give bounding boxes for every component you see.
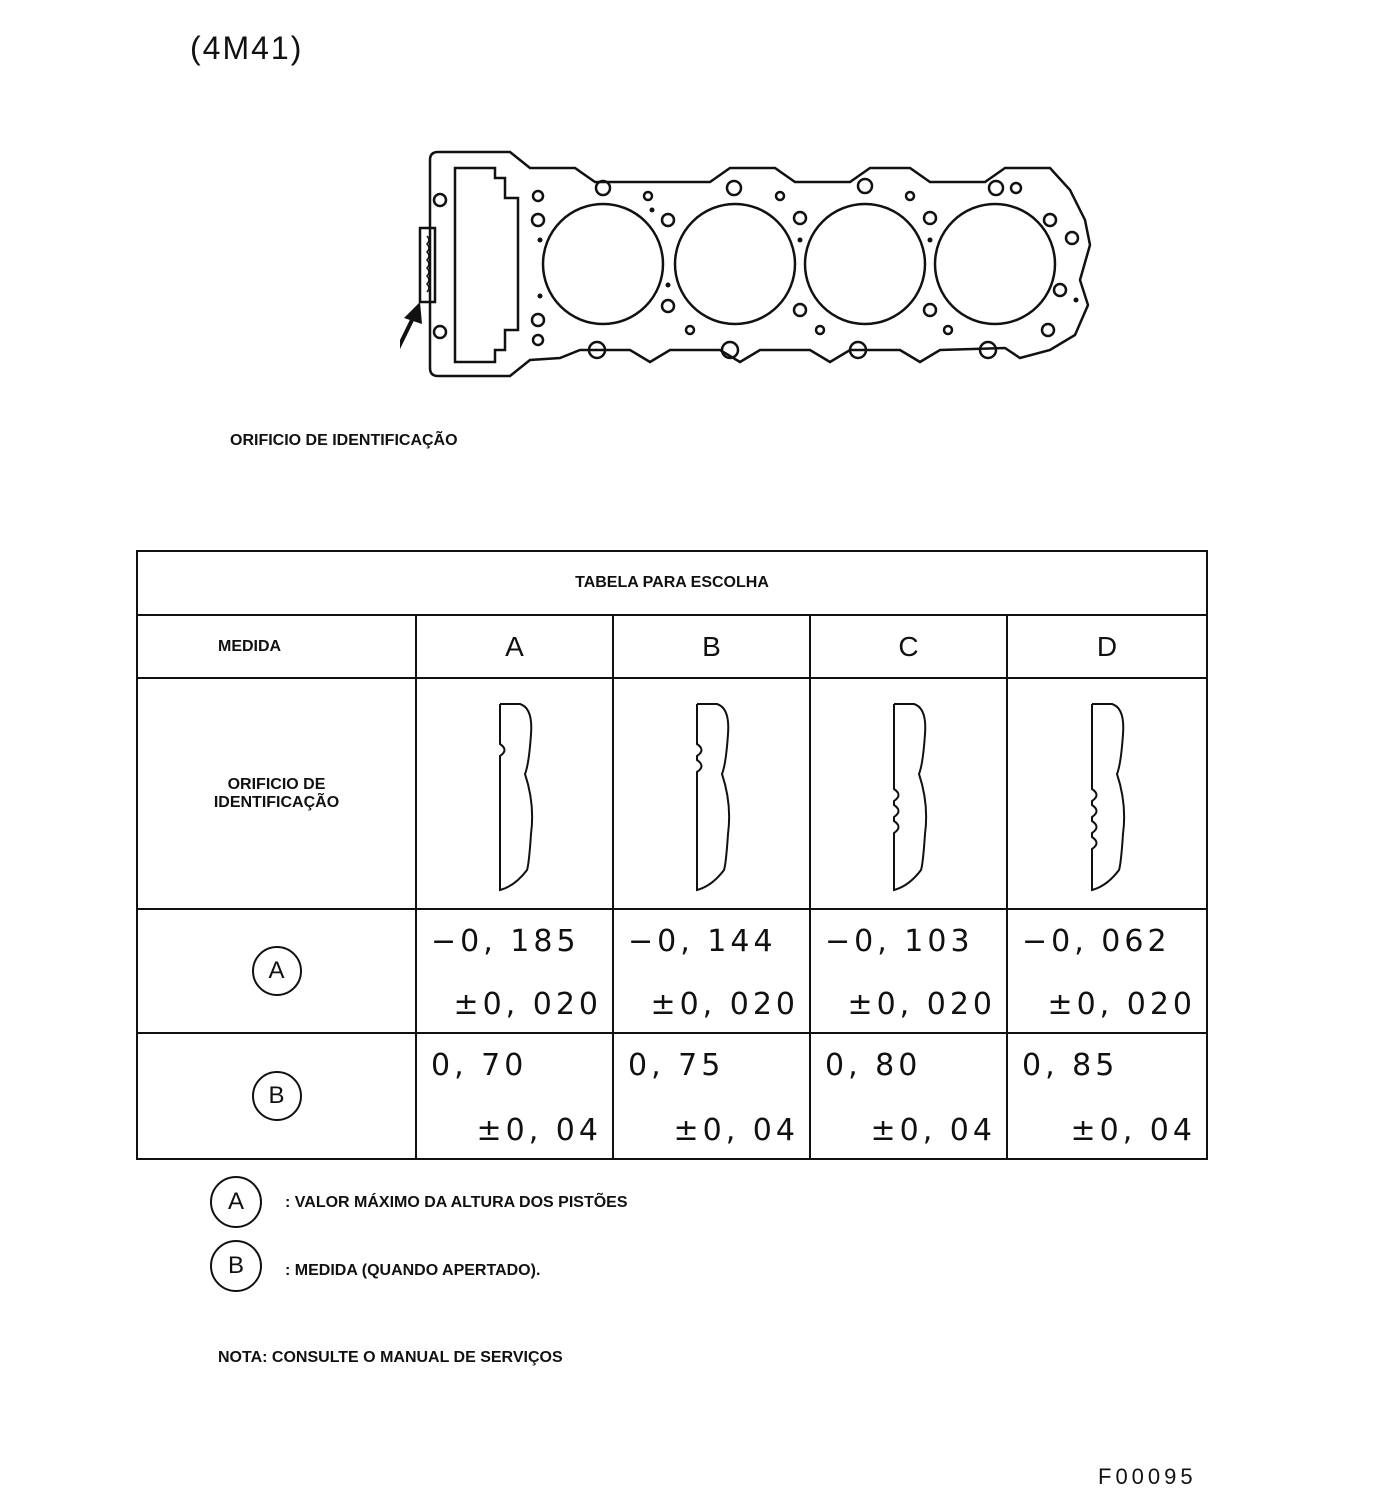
- service-manual-note: NOTA: CONSULTE O MANUAL DE SERVIÇOS: [218, 1349, 563, 1366]
- thickness-cell-c: [810, 1033, 1007, 1159]
- id-hole-outline: [697, 704, 729, 890]
- orificio-label-line2: IDENTIFICAÇÃO: [213, 793, 340, 811]
- row-a-symbol-cell: [137, 909, 416, 1033]
- id-hole-shape-a: [485, 694, 545, 894]
- piston-height-tol-b: ±0, 020: [650, 987, 799, 1022]
- thickness-tol-c: ±0, 04: [870, 1113, 996, 1148]
- legend-a-circle: A: [210, 1176, 262, 1228]
- piston-height-tol-a: ±0, 020: [453, 987, 602, 1022]
- thickness-tol-a: ±0, 04: [476, 1113, 602, 1148]
- piston-height-value-d: −0, 062: [1022, 924, 1171, 959]
- id-hole-outline: [500, 704, 532, 890]
- thickness-value-d: 0, 85: [1022, 1048, 1119, 1083]
- thickness-tol-b: ±0, 04: [673, 1113, 799, 1148]
- thickness-value-b: 0, 75: [628, 1048, 725, 1083]
- id-hole-outline: [1092, 704, 1124, 890]
- piston-height-value-c: −0, 103: [825, 924, 974, 959]
- id-hole-cell-c: [810, 678, 1007, 909]
- piston-height-value-b: −0, 144: [628, 924, 777, 959]
- piston-height-value-a: −0, 185: [431, 924, 580, 959]
- orificio-header: [137, 678, 416, 909]
- thickness-cell-d: [1007, 1033, 1207, 1159]
- id-hole-cell-b: [613, 678, 810, 909]
- id-hole-cell-a: [416, 678, 613, 909]
- legend-b-circle: B: [210, 1240, 262, 1292]
- medida-header: MEDIDA: [137, 615, 416, 678]
- id-hole-shape-b: [682, 694, 742, 894]
- row-b-symbol-cell: [137, 1033, 416, 1159]
- selection-table: [136, 550, 1208, 1160]
- id-hole-outline: [894, 704, 926, 890]
- engine-code-title: (4M41): [190, 30, 304, 66]
- legend-a-text: : VALOR MÁXIMO DA ALTURA DOS PISTÕES: [285, 1194, 628, 1211]
- piston-height-cell-a: [416, 909, 613, 1033]
- piston-height-tol-d: ±0, 020: [1047, 987, 1196, 1022]
- piston-height-tol-c: ±0, 020: [847, 987, 996, 1022]
- thickness-tol-d: ±0, 04: [1070, 1113, 1196, 1148]
- thickness-cell-a: [416, 1033, 613, 1159]
- thickness-cell-b: [613, 1033, 810, 1159]
- id-hole-shape-d: [1077, 694, 1137, 894]
- grade-header-d: D: [1007, 615, 1207, 678]
- identification-hole-label: ORIFICIO DE IDENTIFICAÇÃO: [230, 432, 458, 449]
- figure-code: F00095: [1098, 1464, 1197, 1489]
- piston-height-cell-b: [613, 909, 810, 1033]
- symbol-b-circle: B: [252, 1071, 302, 1121]
- head-gasket-diagram: [400, 140, 1100, 430]
- table-caption: TABELA PARA ESCOLHA: [137, 551, 1207, 615]
- grade-header-b: B: [613, 615, 810, 678]
- id-hole-cell-d: [1007, 678, 1207, 909]
- symbol-a-circle: A: [252, 946, 302, 996]
- grade-header-a: A: [416, 615, 613, 678]
- piston-height-cell-c: [810, 909, 1007, 1033]
- grade-header-c: C: [810, 615, 1007, 678]
- orificio-label-line1: ORIFICIO DE: [227, 775, 326, 793]
- id-hole-shape-c: [879, 694, 939, 894]
- thickness-value-a: 0, 70: [431, 1048, 528, 1083]
- piston-height-cell-d: [1007, 909, 1207, 1033]
- legend-b-text: : MEDIDA (QUANDO APERTADO).: [285, 1262, 541, 1279]
- thickness-value-c: 0, 80: [825, 1048, 922, 1083]
